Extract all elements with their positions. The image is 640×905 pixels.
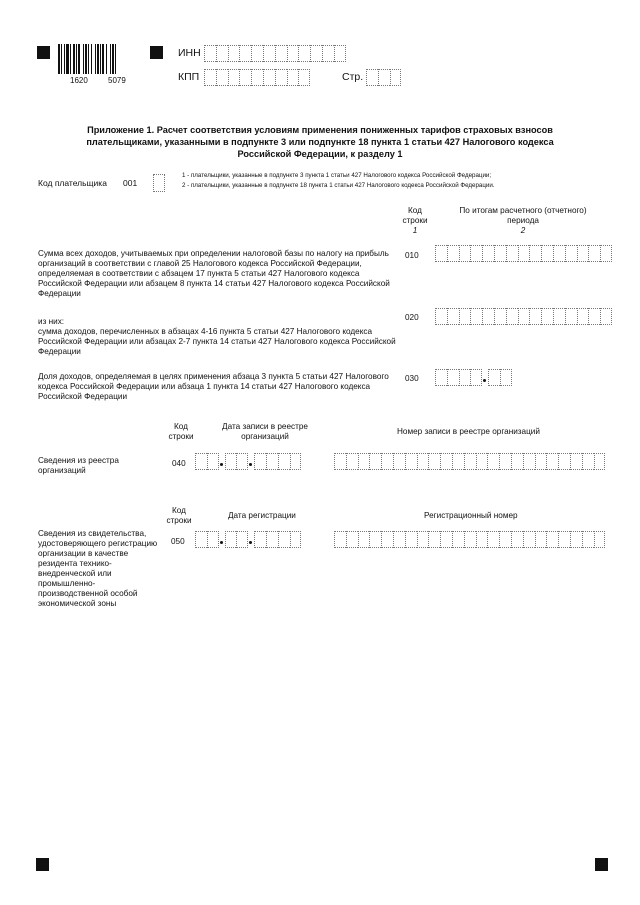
barcode-bar [106, 44, 107, 74]
payer-code-label: Код плательщика [38, 178, 107, 188]
barcode-bar [115, 44, 116, 74]
barcode-bar [88, 44, 89, 74]
payer-option-2: 2 - плательщики, указанные в подпункте 18 пункта 1 статьи 427 Налогового кодекса Российской Федерации. [182, 182, 495, 189]
certificate-row-code: 050 [171, 537, 185, 546]
barcode-bar [95, 44, 96, 74]
payer-code-field[interactable] [153, 174, 165, 192]
column-period-label: По итогам расчетного (отчетного) периода 2 [459, 206, 587, 235]
kpp-label: КПП [178, 71, 200, 83]
page-title-line-2: плательщиками, указанными в подпункте 3 или подпункте 18 пункта 1 статьи 427 Налогового кодекса [86, 137, 554, 147]
registry-number-field[interactable] [334, 453, 605, 470]
row-010-value-field[interactable] [435, 245, 612, 262]
barcode-bar [76, 44, 77, 74]
page-label: Стр. [342, 71, 364, 83]
corner-marker-top-left [37, 46, 50, 59]
registry-row-label: Сведения из реестра организаций [38, 456, 119, 475]
row-030-value-field[interactable] [435, 369, 512, 386]
page-title-line-3: Российской Федерации, к разделу 1 [237, 149, 403, 159]
row-020-code: 020 [405, 313, 419, 322]
barcode-bar [70, 44, 71, 74]
corner-marker-top-middle [150, 46, 163, 59]
barcode [58, 44, 142, 76]
barcode-bar [83, 44, 84, 74]
payer-code-row-number: 001 [123, 178, 138, 188]
registry-number-column-label: Номер записи в реестре организаций [397, 427, 540, 436]
barcode-bar [112, 44, 114, 74]
barcode-bar [58, 44, 60, 74]
barcode-bar [91, 44, 92, 74]
registry-date-field[interactable] [195, 453, 301, 470]
inn-label: ИНН [178, 47, 201, 59]
corner-marker-bottom-left [36, 858, 49, 871]
row-010-description: Сумма всех доходов, учитываемых при определении налоговой базы по налогу на прибыль организаций в соответствии с главой 25 Налогового кодекса Российской Федерации, определяемая в соответствии с абзацем 17 пункта 5 статьи 427 Налогового кодекса Российской Федерации или абзацем 8 пункта 14 статьи 427 Налогового кодекса Российской Федерации [38, 249, 390, 298]
barcode-bar [110, 44, 111, 74]
row-020-prefix: из них: [38, 317, 65, 326]
certificate-code-column-label: Код строки [166, 506, 192, 525]
barcode-bar [102, 44, 104, 74]
barcode-bar [85, 44, 87, 74]
certificate-number-field[interactable] [334, 531, 605, 548]
barcode-bar [66, 44, 69, 74]
registry-code-column-label: Код строки [168, 422, 194, 441]
barcode-bar [78, 44, 80, 74]
registry-row-code: 040 [172, 459, 186, 468]
row-030-code: 030 [405, 374, 419, 383]
payer-option-1: 1 - плательщики, указанные в подпункте 3 пункта 1 статьи 427 Налогового кодекса Российской Федерации; [182, 172, 492, 179]
decimal-separator [482, 369, 488, 386]
row-020-value-field[interactable] [435, 308, 612, 325]
certificate-date-field[interactable] [195, 531, 301, 548]
barcode-number-left: 1620 [70, 76, 88, 85]
row-010-code: 010 [405, 251, 419, 260]
row-020-description: сумма доходов, перечисленных в абзацах 4-16 пункта 5 статьи 427 Налогового кодекса Российской Федерации или абзацах 2-7 пункта 14 статьи 427 Налогового кодекса Российской Федерации [38, 327, 396, 356]
barcode-number-right: 5079 [108, 76, 126, 85]
barcode-bar [100, 44, 101, 74]
barcode-bar [73, 44, 75, 74]
inn-field[interactable] [204, 45, 346, 62]
page-number-field[interactable] [366, 69, 401, 86]
certificate-row-label: Сведения из свидетельства, удостоверяющего регистрацию организации в качестве резидента технико-внедренческой или промышленно-производственной особой экономической зоны [38, 529, 158, 608]
barcode-bar [64, 44, 65, 74]
corner-marker-bottom-right [595, 858, 608, 871]
kpp-field[interactable] [204, 69, 310, 86]
column-code-label: Код строки 1 [402, 206, 428, 235]
registry-date-column-label: Дата записи в реестре организаций [222, 422, 308, 441]
certificate-date-column-label: Дата регистрации [228, 511, 296, 520]
page-title-line-1: Приложение 1. Расчет соответствия условиям применения пониженных тарифов страховых взносов [87, 125, 553, 135]
certificate-number-column-label: Регистрационный номер [424, 511, 518, 520]
row-030-description: Доля доходов, определяемая в целях применения абзаца 3 пункта 5 статьи 427 Налогового кодекса Российской Федерации или абзаца 1 пункта 14 статьи 427 Налогового кодекса Российской Федерации [38, 372, 389, 401]
barcode-bar [61, 44, 62, 74]
barcode-bar [97, 44, 99, 74]
